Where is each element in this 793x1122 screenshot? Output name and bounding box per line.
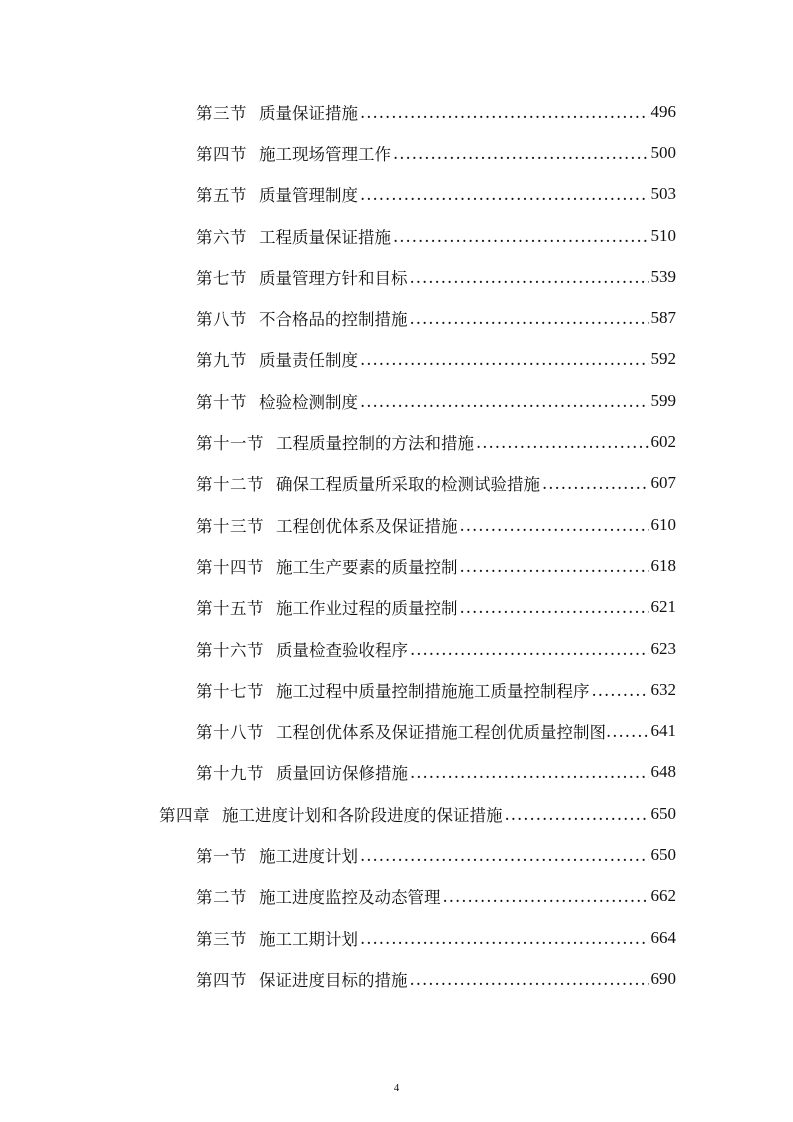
toc-entry-page: 602 [650, 432, 676, 452]
toc-entry-page: 623 [650, 638, 676, 658]
toc-leader-dots [505, 805, 649, 825]
toc-entry-number: 第四章 [159, 805, 210, 825]
toc-entry-number: 第三节 [196, 929, 247, 949]
toc-entry-title: 质量保证措施 [259, 103, 358, 123]
toc-entry[interactable] [0, 669, 676, 710]
toc-entry[interactable] [0, 91, 676, 132]
toc-entry-page: 662 [650, 886, 676, 906]
toc-entry[interactable] [0, 380, 676, 421]
toc-entry-page: 607 [650, 473, 676, 493]
toc-entry-number: 第六节 [196, 227, 247, 247]
toc-entry-title: 工程创优体系及保证措施 [276, 516, 458, 536]
toc-entry-number: 第四节 [196, 970, 247, 990]
toc-entry-title: 质量管理方针和目标 [259, 268, 408, 288]
toc-entry-number: 第九节 [196, 351, 247, 371]
toc-leader-dots [360, 846, 649, 866]
toc-entry-title: 施工过程中质量控制措施施工质量控制程序 [276, 681, 590, 701]
toc-leader-dots [460, 516, 649, 536]
toc-entry-page: 587 [650, 308, 676, 328]
toc-entry-title: 工程质量保证措施 [259, 227, 391, 247]
toc-leader-dots [460, 598, 649, 618]
toc-entry-page: 500 [650, 142, 676, 162]
toc-entry-page: 650 [650, 803, 676, 823]
toc-entry[interactable] [0, 834, 676, 875]
toc-entry[interactable] [0, 174, 676, 215]
toc-entry-number: 第五节 [196, 186, 247, 206]
toc-leader-dots [410, 309, 649, 329]
toc-entry-title: 工程创优体系及保证措施工程创优质量控制图 [276, 723, 606, 743]
toc-entry-page: 632 [650, 679, 676, 699]
toc-entry-number: 第十一节 [196, 434, 264, 454]
toc-leader-dots [410, 763, 649, 783]
toc-leader-dots [393, 144, 649, 164]
toc-entry-number: 第十节 [196, 392, 247, 412]
toc-leader-dots [360, 185, 649, 205]
toc-entry[interactable] [0, 297, 676, 338]
toc-entry-page: 496 [650, 101, 676, 121]
page-number: 4 [393, 1082, 400, 1094]
toc-entry[interactable] [0, 463, 676, 504]
toc-entry-title: 施工进度计划 [259, 846, 358, 866]
toc-entry-page: 621 [650, 597, 676, 617]
toc-entry[interactable] [0, 917, 676, 958]
toc-entry-title: 质量责任制度 [259, 351, 358, 371]
toc-leader-dots [460, 557, 649, 577]
toc-entry-number: 第八节 [196, 310, 247, 330]
toc-entry-title: 施工进度监控及动态管理 [259, 888, 441, 908]
toc-entry[interactable] [0, 876, 676, 917]
toc-leader-dots [542, 474, 649, 494]
toc-leader-dots [443, 887, 649, 907]
toc-entry-number: 第十三节 [196, 516, 264, 536]
toc-entry-title: 确保工程质量所采取的检测试验措施 [276, 475, 540, 495]
toc-entry-number: 第十九节 [196, 764, 264, 784]
toc-entry[interactable] [0, 958, 676, 999]
toc-entry-number: 第一节 [196, 846, 247, 866]
toc-entry-page: 592 [650, 349, 676, 369]
toc-entry[interactable] [0, 628, 676, 669]
toc-entry[interactable] [0, 587, 676, 628]
toc-entry-page: 510 [650, 225, 676, 245]
toc-entry-title: 工程质量控制的方法和措施 [276, 434, 474, 454]
toc-leader-dots [592, 681, 649, 701]
toc-entry-page: 503 [650, 184, 676, 204]
toc-entry-number: 第四节 [196, 144, 247, 164]
toc-leader-dots [410, 640, 649, 660]
toc-leader-dots [410, 970, 649, 990]
toc-entry-page: 650 [650, 844, 676, 864]
toc-entry-title: 施工工期计划 [259, 929, 358, 949]
toc-chapter-entry[interactable] [0, 793, 676, 834]
toc-entry[interactable] [0, 256, 676, 297]
table-of-contents [0, 91, 793, 1000]
toc-entry[interactable] [0, 710, 676, 751]
toc-entry-page: 610 [650, 514, 676, 534]
toc-entry[interactable] [0, 545, 676, 586]
toc-entry-page: 539 [650, 266, 676, 286]
toc-entry-number: 第十二节 [196, 475, 264, 495]
toc-entry-number: 第二节 [196, 888, 247, 908]
toc-entry[interactable] [0, 215, 676, 256]
toc-entry-number: 第十七节 [196, 681, 264, 701]
toc-entry-title: 不合格品的控制措施 [259, 310, 408, 330]
toc-leader-dots [360, 350, 649, 370]
toc-entry-title: 质量检查验收程序 [276, 640, 408, 660]
toc-entry-number: 第十八节 [196, 723, 264, 743]
toc-entry-title: 保证进度目标的措施 [259, 970, 408, 990]
toc-entry[interactable] [0, 132, 676, 173]
toc-leader-dots [606, 722, 651, 742]
toc-entry-page: 599 [650, 390, 676, 410]
toc-entry[interactable] [0, 421, 676, 462]
toc-entry[interactable] [0, 339, 676, 380]
toc-entry-number: 第三节 [196, 103, 247, 123]
toc-entry-number: 第十五节 [196, 599, 264, 619]
toc-leader-dots [476, 433, 649, 453]
toc-leader-dots [360, 103, 649, 123]
toc-entry[interactable] [0, 752, 676, 793]
toc-entry-number: 第七节 [196, 268, 247, 288]
toc-entry-title: 质量管理制度 [259, 186, 358, 206]
toc-entry-page: 664 [650, 927, 676, 947]
toc-entry-title: 施工现场管理工作 [259, 144, 391, 164]
toc-entry-number: 第十四节 [196, 557, 264, 577]
toc-entry-title: 施工作业过程的质量控制 [276, 599, 458, 619]
toc-leader-dots [410, 268, 649, 288]
toc-entry-page: 618 [650, 555, 676, 575]
toc-entry-title: 质量回访保修措施 [276, 764, 408, 784]
toc-entry-title: 检验检测制度 [259, 392, 358, 412]
toc-entry-title: 施工进度计划和各阶段进度的保证措施 [222, 805, 503, 825]
toc-entry[interactable] [0, 504, 676, 545]
toc-entry-title: 施工生产要素的质量控制 [276, 557, 458, 577]
toc-entry-page: 641 [650, 721, 676, 741]
toc-entry-number: 第十六节 [196, 640, 264, 660]
toc-entry-page: 648 [650, 762, 676, 782]
toc-leader-dots [393, 227, 649, 247]
toc-entry-page: 690 [650, 968, 676, 988]
toc-leader-dots [360, 392, 649, 412]
toc-leader-dots [360, 929, 649, 949]
